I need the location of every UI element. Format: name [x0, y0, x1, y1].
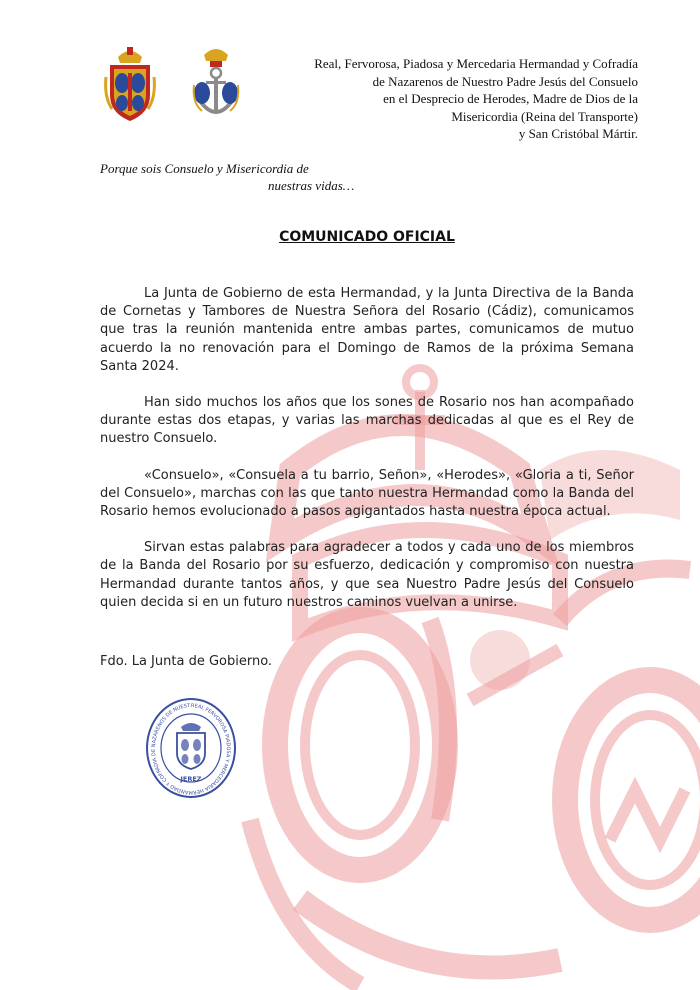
header-line: en el Desprecio de Herodes, Madre de Dios de la	[383, 91, 638, 106]
body-paragraph: La Junta de Gobierno de esta Hermandad, y la Junta Directiva de la Banda de Cornetas y Tambores de Nuestra Señora del Rosario (Cádiz), comunicamos que tras la reunión mantenida entre ambas partes, comunicamos de mutuo acuerdo la no renovación para el Domingo de Ramos de la próxima Semana Santa 2024.	[100, 286, 634, 374]
hermandad-coat-of-arms-logo	[104, 47, 156, 123]
motto	[100, 160, 360, 194]
header-line: Misericordia (Reina del Transporte)	[451, 108, 638, 124]
body-paragraph: Sirvan estas palabras para agradecer a todos y cada uno de los miembros de la Banda del Rosario por su esfuerzo, dedicación y compromiso con nuestra Hermandad durante tantos años, y que sea Nuestro Padre Jesús del Consuelo quien decida si en un futuro nuestros caminos vuelvan a unirse.	[100, 540, 634, 610]
body-paragraph: «Consuelo», «Consuela a tu barrio, Señon», «Herodes», «Gloria a ti, Señor del Consuelo», marchas con las que tanto nuestra Hermandad como la Banda del Rosario hemos evolucionado a pasos agigantados hasta nuestra época actual.	[100, 467, 634, 520]
signature-line: Fdo. La Junta de Gobierno.	[100, 654, 273, 669]
motto-line-1: Porque sois Consuelo y Misericordia de	[100, 161, 309, 176]
body-paragraph: Han sido muchos los años que los sones de Rosario nos han acompañado durante estas dos etapas, y varias las marchas dedicadas al que es el Rey de nuestro Consuelo.	[100, 395, 634, 447]
brotherhood-full-name	[258, 55, 638, 143]
seal-city-text: JEREZ	[180, 775, 202, 783]
anchor-emblem-logo	[188, 47, 244, 123]
header-line: de Nazarenos de Nuestro Padre Jesús del Consuelo	[372, 73, 638, 89]
seal-ring-text: REAL FERVOROSA PIADOSA Y MERCEDARIA HERMANDAD Y COFRADIA DE NAZARENOS DE NUEST	[150, 702, 231, 796]
official-seal-stamp	[145, 697, 237, 799]
header-line: y San Cristóbal Mártir.	[518, 126, 638, 141]
header-line: Real, Fervorosa, Piadosa y Mercedaria Hermandad y Cofradía	[314, 56, 638, 71]
document-body	[100, 285, 634, 630]
motto-line-2: nuestras vidas…	[268, 178, 355, 193]
document-title: COMUNICADO OFICIAL	[279, 229, 455, 245]
